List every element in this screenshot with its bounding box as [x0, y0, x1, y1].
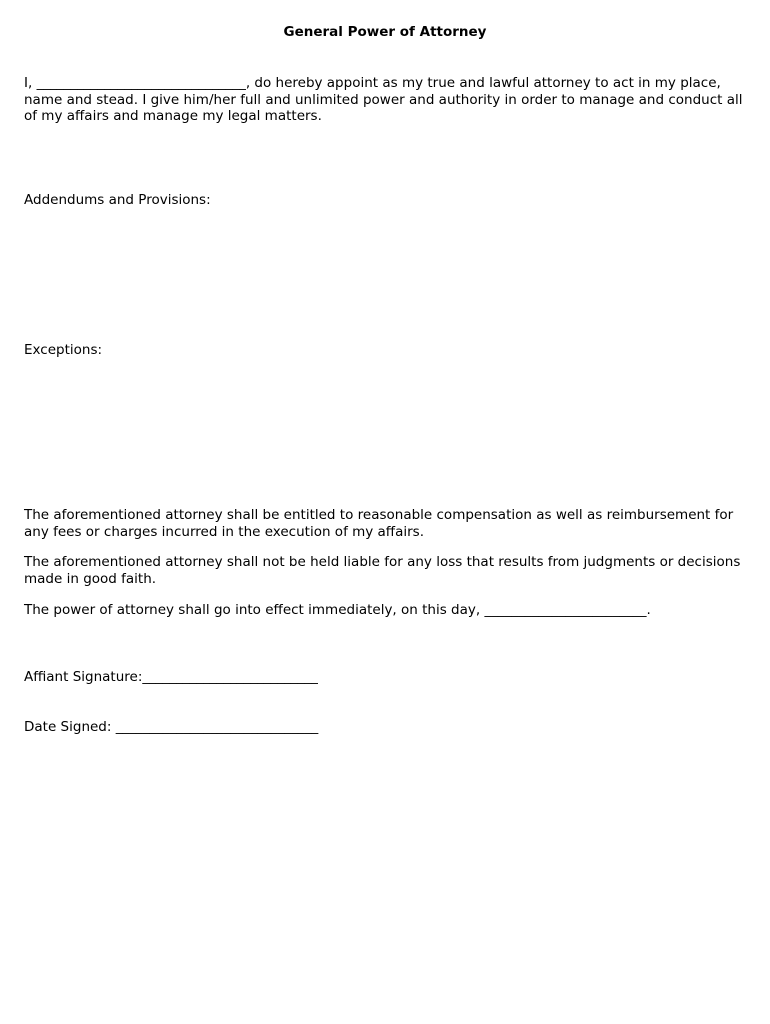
appointment-paragraph: I, _______________________________, do hereby appoint as my true and lawful attorney to act in my place, name and stead. I give him/her full and unlimited power and authority in order to manage and conduct all of my affairs and manage my legal matters. — [24, 75, 743, 124]
liability-paragraph: The aforementioned attorney shall not be held liable for any loss that results from judgments or decisions made in good faith. — [24, 554, 741, 587]
date-signed-line: Date Signed: ______________________________ — [24, 719, 319, 735]
addendums-label: Addendums and Provisions: — [24, 192, 211, 208]
affiant-signature-line: Affiant Signature:__________________________ — [24, 669, 318, 685]
compensation-paragraph: The aforementioned attorney shall be entitled to reasonable compensation as well as reimbursement for any fees or charges incurred in the execution of my affairs. — [24, 507, 734, 540]
exceptions-label: Exceptions: — [24, 342, 103, 358]
effective-date-paragraph: The power of attorney shall go into effect immediately, on this day, ________________________. — [24, 602, 651, 618]
document-title: General Power of Attorney — [283, 24, 487, 40]
